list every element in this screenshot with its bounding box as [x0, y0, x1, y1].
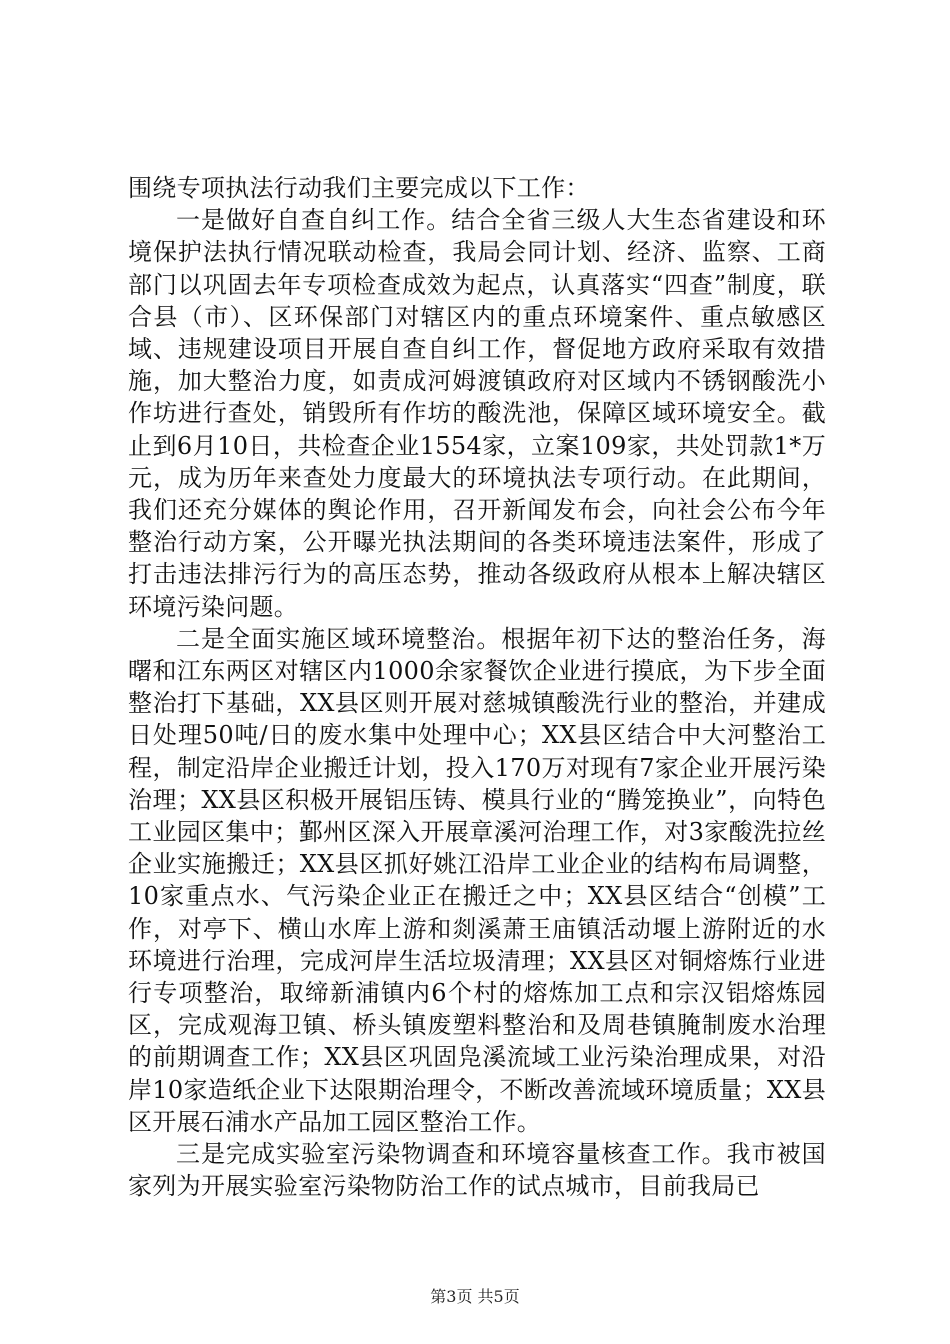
paragraph-self-inspection: 一是做好自查自纠工作。结合全省三级人大生态省建设和环境保护法执行情况联动检查，我局会同计划、经济、监察、工商部门以巩固去年专项检查成效为起点，认真落实“四查”制度，联合县（市）、区环保部门对辖区内的重点环境案件、重点敏感区域、违规建设项目开展自查自纠工作，督促地方政府采取有效措施，加大整治力度，如责成河姆渡镇政府对区域内不锈钢酸洗小作坊进行查处，销毁所有作坊的酸洗池，保障区域环境安全。截止到6月10日，共检查企业1554家，立案109家，共处罚款1*万元，成为历年来查处力度最大的环境执法专项行动。在此期间，我们还充分媒体的舆论作用，召开新闻发布会，向社会公布今年整治行动方案，公开曝光执法期间的各类环境违法案件，形成了打击违法排污行为的高压态势，推动各级政府从根本上解决辖区环境污染问题。	[128, 206, 826, 621]
paragraph-regional-remediation: 二是全面实施区域环境整治。根据年初下达的整治任务，海曙和江东两区对辖区内1000余家餐饮企业进行摸底，为下步全面整治打下基础，XX县区则开展对慈城镇酸洗行业的整治，并建成日处理50吨/日的废水集中处理中心；XX县区结合中大河整治工程，制定沿岸企业搬迁计划，投入170万对现有7家企业开展污染治理；XX县区积极开展铝压铸、模具行业的“腾笼换业”，向特色工业园区集中；鄞州区深入开展章溪河治理工作，对3家酸洗拉丝企业实施搬迁；XX县区抓好姚江沿岸工业企业的结构布局调整，10家重点水、气污染企业正在搬迁之中；XX县区结合“创模”工作，对亭下、横山水库上游和剡溪萧王庙镇活动堰上游附近的水环境进行治理，完成河岸生活垃圾清理；XX县区对铜熔炼行业进行专项整治，取缔新浦镇内6个村的熔炼加工点和宗汉铝熔炼园区，完成观海卫镇、桥头镇废塑料整治和及周巷镇腌制废水治理的前期调查工作；XX县区巩固凫溪流域工业污染治理成果，对沿岸10家造纸企业下达限期治理令，不断改善流域环境质量；XX县区开展石浦水产品加工园区整治工作。	[128, 624, 826, 1136]
page-number-footer: 第3页 共5页	[430, 1287, 520, 1306]
paragraph-lab-pollutant-survey: 三是完成实验室污染物调查和环境容量核查工作。我市被国家列为开展实验室污染物防治工作的试点城市，目前我局已	[128, 1140, 826, 1201]
document-body	[128, 172, 826, 1203]
paragraph-intro: 围绕专项执法行动我们主要完成以下工作：	[128, 174, 590, 202]
